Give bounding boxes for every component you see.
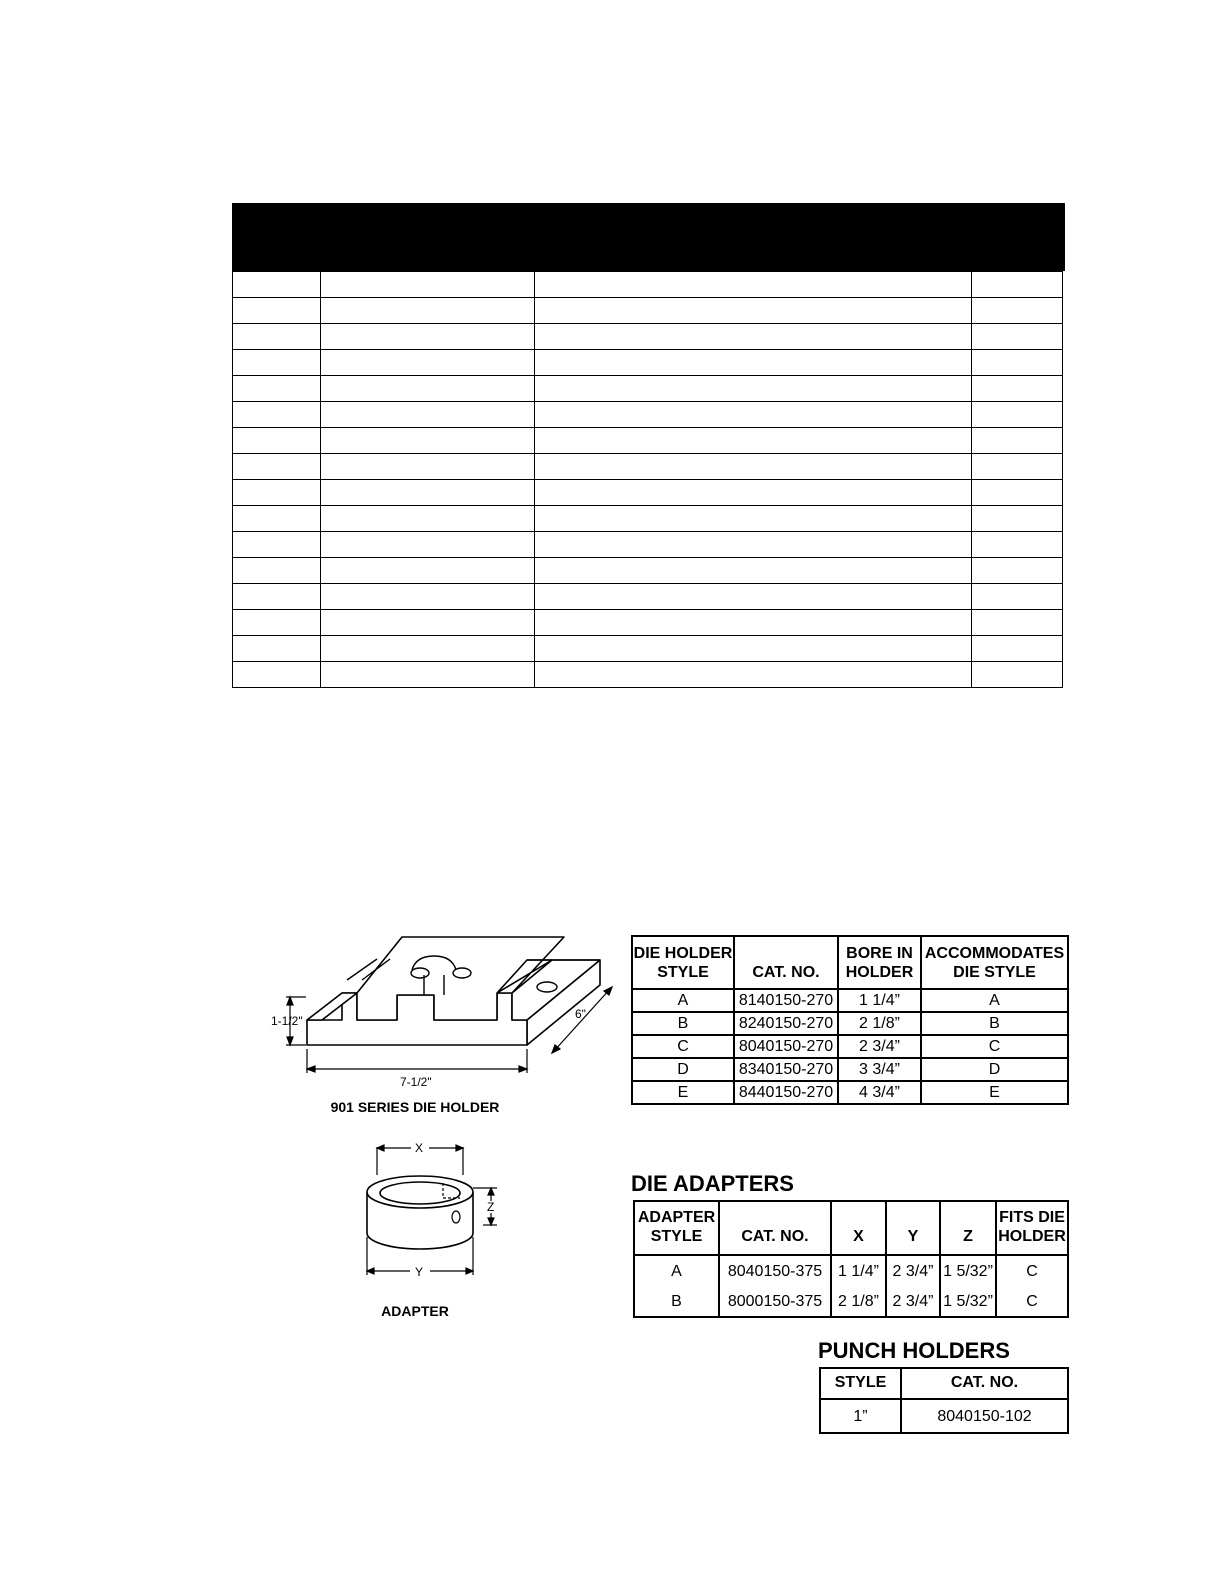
die-holder-table-cell: 8440150-270: [734, 1081, 838, 1104]
die-adapters-table-cell: 2 1/8”: [831, 1286, 886, 1317]
parts-table-row: [233, 610, 1063, 636]
dim-width-label: 7-1/2": [400, 1075, 432, 1089]
parts-table-cell: [233, 272, 321, 298]
punch-holders-table-row: [820, 1399, 1068, 1433]
parts-table-cell: [321, 662, 535, 688]
die-holder-table-row: [632, 1058, 1068, 1081]
die-adapters-table-header-cell: Y: [886, 1201, 940, 1255]
parts-table-cell: [535, 298, 972, 324]
die-adapters-table-header-cell: CAT. NO.: [719, 1201, 831, 1255]
parts-table-row: [233, 532, 1063, 558]
parts-table-cell: [972, 558, 1063, 584]
parts-table-cell: [535, 532, 972, 558]
die-holder-table-cell: 2 3/4”: [838, 1035, 921, 1058]
dim-depth-label: 6": [575, 1007, 586, 1021]
parts-table-cell: [321, 350, 535, 376]
parts-table-cell: [321, 428, 535, 454]
die-adapters-table-cell: 2 3/4”: [886, 1255, 940, 1286]
parts-table-cell: [972, 298, 1063, 324]
parts-table-cell: [535, 350, 972, 376]
dim-x-label: X: [415, 1141, 424, 1155]
parts-table-row: [233, 480, 1063, 506]
parts-table-cell: [233, 636, 321, 662]
parts-table-row: [233, 298, 1063, 324]
parts-table-cell: [972, 610, 1063, 636]
die-holder-table-cell: D: [921, 1058, 1068, 1081]
die-adapters-table-row: [634, 1286, 1068, 1317]
parts-table-cell: [321, 636, 535, 662]
die-adapters-table-row: [634, 1255, 1068, 1286]
parts-table-cell: [535, 610, 972, 636]
die-adapters-table-cell: C: [996, 1286, 1068, 1317]
die-adapters-table-header-cell: Z: [940, 1201, 996, 1255]
parts-table-cell: [233, 480, 321, 506]
parts-table-cell: [972, 662, 1063, 688]
parts-table-cell: [233, 532, 321, 558]
die-holder-table-header-cell: ACCOMMODATES DIE STYLE: [921, 936, 1068, 989]
die-adapters-table-cell: 1 5/32”: [940, 1255, 996, 1286]
parts-table-cell: [321, 532, 535, 558]
die-holder-table-cell: A: [921, 989, 1068, 1012]
parts-table-cell: [535, 376, 972, 402]
die-adapters-table-cell: 1 5/32”: [940, 1286, 996, 1317]
parts-table-cell: [233, 376, 321, 402]
die-holder-table-cell: 8340150-270: [734, 1058, 838, 1081]
die-holder-table-header-cell: CAT. NO.: [734, 936, 838, 989]
parts-table-cell: [321, 506, 535, 532]
parts-table-row: [233, 454, 1063, 480]
parts-table-cell: [972, 324, 1063, 350]
die-adapters-table-cell: C: [996, 1255, 1068, 1286]
parts-table-row: [233, 402, 1063, 428]
parts-table-cell: [233, 350, 321, 376]
die-holder-table-cell: B: [632, 1012, 734, 1035]
die-holder-table-header-cell: DIE HOLDER STYLE: [632, 936, 734, 989]
die-adapters-table-cell: B: [634, 1286, 719, 1317]
die-holder-table-cell: C: [632, 1035, 734, 1058]
parts-table-cell: [972, 376, 1063, 402]
parts-table-cell: [972, 506, 1063, 532]
die-holder-table-row: [632, 1035, 1068, 1058]
parts-table-cell: [321, 584, 535, 610]
die-adapters-table-header-cell: X: [831, 1201, 886, 1255]
parts-table-row: [233, 324, 1063, 350]
dim-height-label: 1-1/2": [271, 1014, 303, 1028]
parts-table-cell: [321, 272, 535, 298]
die-adapters-table-cell: A: [634, 1255, 719, 1286]
parts-table-cell: [233, 662, 321, 688]
parts-table-cell: [321, 376, 535, 402]
punch-holders-table-header-cell: CAT. NO.: [901, 1368, 1068, 1399]
die-adapters-table-cell: 8000150-375: [719, 1286, 831, 1317]
dim-z-label: Z: [487, 1200, 495, 1214]
parts-table-cell: [535, 662, 972, 688]
die-holder-drawing: [262, 925, 622, 1095]
parts-table-row: [233, 272, 1063, 298]
parts-table-cell: [233, 324, 321, 350]
die-adapters-table: [633, 1200, 1069, 1318]
parts-table-cell: [321, 324, 535, 350]
parts-table-cell: [321, 402, 535, 428]
parts-table: [232, 271, 1063, 688]
parts-table-cell: [233, 506, 321, 532]
parts-table-cell: [972, 402, 1063, 428]
parts-table-row: [233, 428, 1063, 454]
dim-y-label: Y: [415, 1265, 424, 1279]
parts-table-cell: [972, 454, 1063, 480]
parts-table-cell: [233, 402, 321, 428]
punch-holders-table-cell: 8040150-102: [901, 1399, 1068, 1433]
punch-holders-table-header-cell: STYLE: [820, 1368, 901, 1399]
die-holder-table-cell: 8040150-270: [734, 1035, 838, 1058]
die-holder-table-cell: 1 1/4”: [838, 989, 921, 1012]
parts-table-cell: [535, 558, 972, 584]
parts-table-row: [233, 350, 1063, 376]
parts-table-cell: [321, 610, 535, 636]
die-holder-table-cell: E: [921, 1081, 1068, 1104]
punch-holders-table-cell: 1”: [820, 1399, 901, 1433]
parts-table-cell: [972, 272, 1063, 298]
parts-table-cell: [233, 454, 321, 480]
die-holder-table-cell: 4 3/4”: [838, 1081, 921, 1104]
die-holder-table-row: [632, 989, 1068, 1012]
die-holder-table-row: [632, 1012, 1068, 1035]
parts-table-cell: [233, 558, 321, 584]
die-holder-table-header-cell: BORE IN HOLDER: [838, 936, 921, 989]
parts-table-cell: [321, 298, 535, 324]
parts-table-row: [233, 636, 1063, 662]
adapter-drawing: [345, 1135, 515, 1285]
die-holder-table: [631, 935, 1069, 1105]
parts-table-cell: [535, 584, 972, 610]
parts-table-cell: [535, 402, 972, 428]
parts-table-cell: [535, 272, 972, 298]
parts-table-cell: [321, 558, 535, 584]
parts-table-cell: [535, 636, 972, 662]
die-holder-table-cell: 8140150-270: [734, 989, 838, 1012]
die-holder-table-cell: A: [632, 989, 734, 1012]
parts-table-cell: [972, 428, 1063, 454]
die-adapters-title: DIE ADAPTERS: [631, 1171, 794, 1196]
die-adapters-table-cell: 2 3/4”: [886, 1286, 940, 1317]
die-holder-table-cell: 3 3/4”: [838, 1058, 921, 1081]
parts-table-cell: [535, 428, 972, 454]
die-holder-table-row: [632, 1081, 1068, 1104]
adapter-caption: ADAPTER: [381, 1303, 449, 1319]
parts-table-cell: [535, 506, 972, 532]
die-holder-table-cell: E: [632, 1081, 734, 1104]
punch-holders-table: [819, 1367, 1069, 1434]
die-holder-table-cell: B: [921, 1012, 1068, 1035]
parts-table-row: [233, 506, 1063, 532]
parts-table-row: [233, 584, 1063, 610]
parts-table-row: [233, 376, 1063, 402]
parts-table-cell: [233, 428, 321, 454]
parts-table-cell: [972, 532, 1063, 558]
die-holder-caption: 901 SERIES DIE HOLDER: [330, 1099, 500, 1115]
parts-table-cell: [972, 480, 1063, 506]
parts-table-cell: [972, 350, 1063, 376]
parts-table-header: [232, 203, 1065, 271]
parts-table-cell: [321, 454, 535, 480]
parts-table-cell: [321, 480, 535, 506]
parts-table-cell: [233, 584, 321, 610]
die-holder-table-cell: D: [632, 1058, 734, 1081]
die-holder-table-cell: 8240150-270: [734, 1012, 838, 1035]
parts-table-row: [233, 662, 1063, 688]
die-adapters-table-header-cell: ADAPTER STYLE: [634, 1201, 719, 1255]
die-adapters-table-header-cell: FITS DIE HOLDER: [996, 1201, 1068, 1255]
parts-table-cell: [972, 584, 1063, 610]
die-adapters-table-cell: 8040150-375: [719, 1255, 831, 1286]
parts-table-cell: [233, 298, 321, 324]
die-adapters-table-cell: 1 1/4”: [831, 1255, 886, 1286]
die-holder-table-cell: 2 1/8”: [838, 1012, 921, 1035]
parts-table-row: [233, 558, 1063, 584]
parts-table-cell: [535, 324, 972, 350]
parts-table-cell: [972, 636, 1063, 662]
die-holder-table-cell: C: [921, 1035, 1068, 1058]
parts-table-cell: [535, 480, 972, 506]
parts-table-cell: [233, 610, 321, 636]
parts-table-cell: [535, 454, 972, 480]
punch-holders-title: PUNCH HOLDERS: [818, 1338, 1010, 1363]
